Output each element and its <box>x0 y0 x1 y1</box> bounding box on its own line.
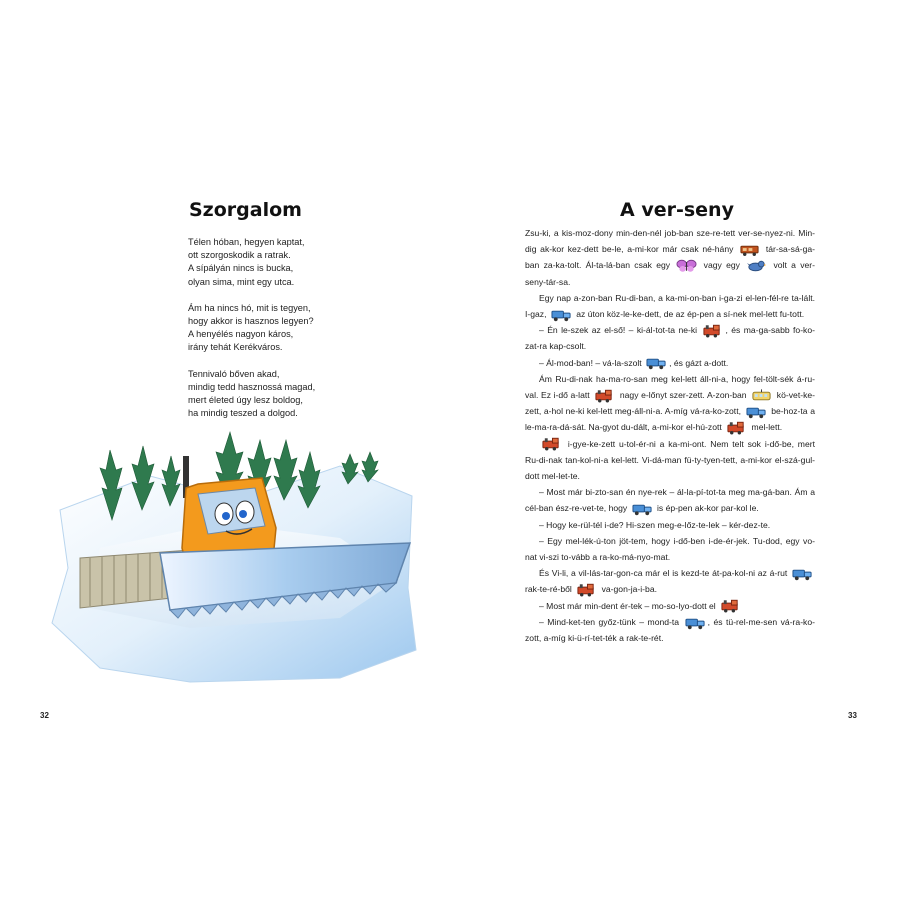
bird-icon <box>746 259 767 273</box>
snow-groomer-illustration <box>40 428 420 683</box>
story-text-segment: be-hoz-ta a le-ma-ra-dá-sát. Na-gyot du-dált, a-mi-kor el-hú-zott <box>525 406 815 433</box>
locomotive-icon <box>702 324 723 338</box>
locomotive-icon <box>720 599 741 613</box>
story-text-segment: , és tü-rel-me-sen vá-ra-ko-zott, a-míg ki-ü-rí-tet-ték a rak-te-rét. <box>525 616 815 644</box>
butterfly-icon <box>676 259 697 273</box>
poem-stanza <box>188 368 388 421</box>
story-text-segment: És Vi-li, a vil-lás-tar-gon-ca már el is kezd-te át-pa-kol-ni az á-rut <box>539 568 790 579</box>
story-paragraph <box>525 614 815 646</box>
story-text-segment: nagy e-lőnyt szer-zett. A-zon-ban <box>617 390 750 401</box>
wagon-icon <box>739 243 760 257</box>
story-paragraph <box>525 533 815 565</box>
story-text-segment: – Én le-szek az el-ső! – ki-ál-tot-ta ne-ki <box>539 325 701 336</box>
poem-line: Tennivaló bőven akad, <box>188 368 280 379</box>
right-page <box>450 0 900 900</box>
story-paragraph <box>525 436 815 485</box>
poem-line: mert életed úgy lesz boldog, <box>188 395 303 406</box>
poem-line: ott szorgoskodik a ratrak. <box>188 250 291 261</box>
poem-stanza <box>188 302 388 355</box>
truck-icon <box>551 308 572 322</box>
story-text-segment: rak-te-ré-ből <box>525 584 575 595</box>
story-text-segment: az úton köz-le-ke-dett, de az ép-pen a sí-nek mel-lett fu-tott. <box>573 309 805 320</box>
story-text-segment: Zsu-ki, a kis-moz-dony min-den-nél job-ban sze-re-tett ver-se-nyez-ni. Min-dig ak-kor kez-dett be-le, a-mi-kor már csak né-hány <box>525 228 815 255</box>
story-text-segment: volt a ver-seny-tár-sa. <box>525 260 816 287</box>
tram-icon <box>751 389 772 403</box>
story-title: A ver-seny <box>620 199 734 221</box>
story-paragraph <box>525 290 815 322</box>
story-paragraph <box>525 598 815 614</box>
locomotive-icon <box>726 421 747 435</box>
story-paragraph <box>525 484 815 516</box>
story-text-segment: mel-lett. <box>749 422 783 433</box>
poem-title: Szorgalom <box>189 199 302 221</box>
truck-icon <box>646 356 667 370</box>
truck-icon <box>746 405 767 419</box>
story-text-segment: tár-sa-sá-ga-ban za-ka-tolt. Ál-ta-lá-ban csak egy <box>525 244 816 271</box>
story-paragraph <box>525 371 815 436</box>
story-paragraph <box>525 517 815 533</box>
poem-line: Télen hóban, hegyen kaptat, <box>188 237 305 247</box>
poem-line: hogy akkor is hasznos legyen? <box>188 316 314 327</box>
page-number-right: 33 <box>848 711 857 720</box>
story-paragraph <box>525 565 815 597</box>
page-number-left: 32 <box>40 711 49 720</box>
story-paragraph <box>525 355 815 371</box>
story-text-segment: vagy egy <box>699 260 745 271</box>
locomotive-icon <box>541 437 562 451</box>
story-text-segment: is ép-pen ak-kor par-kol le. <box>654 503 759 514</box>
story-text-segment: – Most már min-dent ér-tek – mo-so-lyo-dott el <box>539 600 719 611</box>
story-text-segment: Ám Ru-di-nak ha-ma-ro-san meg kel-lett áll-ni-a, hogy fel-tölt-sék á-ru-val. Ez i-dő a-latt <box>525 373 815 401</box>
poem-line: A henyélés nagyon káros, <box>188 329 294 340</box>
story-text-segment: – Most már bi-zto-san én nye-rek – ál-la-pí-tot-ta meg ma-gá-ban. Ám a cél-ban ész-re-vet-te, hogy <box>525 487 815 514</box>
story-text-segment: va-gon-ja-i-ba. <box>599 584 657 595</box>
poem-line: olyan sima, mint egy utca. <box>188 276 295 287</box>
story-text-segment: – Ál-mod-ban! – vá-la-szolt <box>539 357 645 368</box>
story-paragraph <box>525 225 815 290</box>
story-text-segment: – Mind-ket-ten győz-tünk – mond-ta <box>539 616 683 627</box>
poem-stanza <box>188 236 388 289</box>
poem-line: ha mindig teszed a dolgod. <box>188 408 298 419</box>
locomotive-icon <box>576 583 597 597</box>
poem-line: mindig tedd hasznossá magad, <box>188 381 316 392</box>
story-paragraph <box>525 322 815 354</box>
truck-icon <box>632 502 653 516</box>
poem-line: Ám ha nincs hó, mit is tegyen, <box>188 302 311 313</box>
story-text-segment: , és ma-ga-sabb fo-ko-zat-ra kap-csolt. <box>525 325 815 352</box>
story-text-segment: i-gye-ke-zett u-tol-ér-ni a ka-mi-ont. Nem telt sok i-dő-be, mert Ru-di-nak tan-kol-ni-a kel-lett. Vi-dá-man fü-ty-tyen-tett, a-mi-kor el-szá-gul-dott mel-let-te. <box>525 438 815 482</box>
story-text-segment: kö-vet-ke-zett, a-hol ne-ki kel-lett meg-áll-ni-a. A-míg vá-ra-ko-zott, <box>525 390 816 417</box>
poem-line: irány tehát Kerékváros. <box>188 342 283 353</box>
truck-icon <box>685 616 706 630</box>
story-text-segment: – Hogy ke-rül-tél i-de? Hi-szen meg-e-lőz-te-lek – kér-dez-te. <box>539 519 771 530</box>
poem-line: A sípályán nincs is bucka, <box>188 263 294 274</box>
locomotive-icon <box>594 389 615 403</box>
story-text-segment: , és gázt a-dott. <box>669 357 729 368</box>
poem <box>188 236 388 433</box>
story-text-segment: – Egy mel-lék-ú-ton jöt-tem, hogy i-dő-ben i-de-ér-jek. Tu-dod, egy vo-nat vi-szi to-vább a ra-ko-má-nyo-mat. <box>525 535 815 563</box>
story-text <box>525 225 815 646</box>
truck-icon <box>792 567 813 581</box>
story-text-segment: Egy nap a-zon-ban Ru-di-ban, a ka-mi-on-ban i-ga-zi el-len-fél-re ta-lált. I-gaz, <box>525 292 815 320</box>
